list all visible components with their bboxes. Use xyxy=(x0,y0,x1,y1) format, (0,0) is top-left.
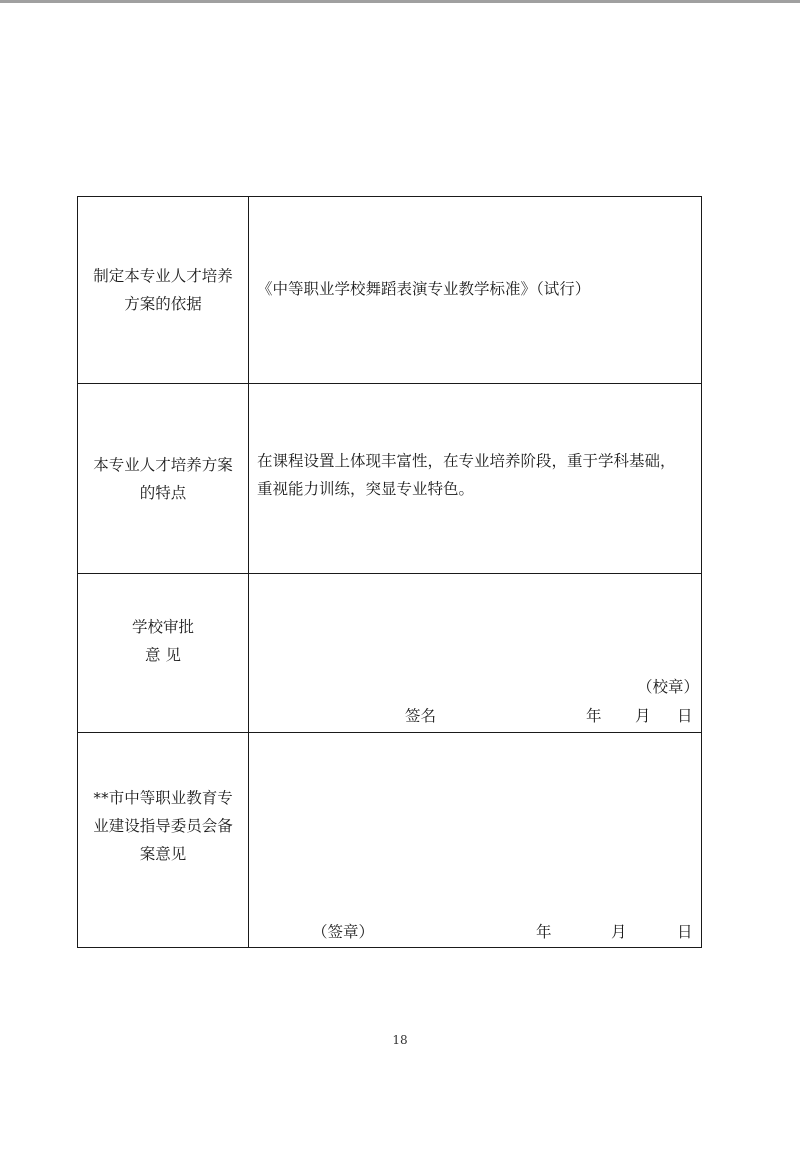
approval-form-table xyxy=(77,196,702,948)
label-line: 业建设指导委员会备 xyxy=(93,817,233,835)
signature-label: 签名 xyxy=(405,707,437,725)
label-line: 本专业人才培养方案 xyxy=(93,455,233,474)
month-label: 月 xyxy=(611,923,627,941)
label-line: 意 见 xyxy=(145,646,181,664)
label-line: 制定本专业人才培养 xyxy=(93,267,233,285)
content-cell-school-approval xyxy=(249,574,702,733)
committee-seal-label: （签章） xyxy=(312,923,375,941)
label-cell-basis xyxy=(78,197,249,384)
content-cell-features xyxy=(249,384,702,574)
table-row-school-approval xyxy=(78,574,702,733)
label-cell-features xyxy=(78,384,249,574)
basis-text: 《中等职业学校舞蹈表演专业教学标准》（试行） xyxy=(257,280,591,298)
year-label: 年 xyxy=(586,707,602,725)
label-cell-committee-record xyxy=(78,733,249,948)
features-text-line: 重视能力训练，突显专业特色。 xyxy=(257,479,475,498)
table-row-basis xyxy=(78,197,702,384)
label-line: 方案的依据 xyxy=(124,295,202,313)
content-cell-basis xyxy=(249,197,702,384)
label-line: 的特点 xyxy=(139,483,187,502)
content-cell-committee-record xyxy=(249,733,702,948)
features-text-line: 在课程设置上体现丰富性，在专业培养阶段，重于学科基础， xyxy=(257,451,676,470)
label-line: 学校审批 xyxy=(131,618,194,636)
label-line: **市中等职业教育专 xyxy=(93,789,233,807)
table-row-features xyxy=(78,384,702,574)
label-cell-school-approval xyxy=(78,574,249,733)
year-label: 年 xyxy=(536,923,552,941)
day-label: 日 xyxy=(677,707,693,725)
page-number: 18 xyxy=(392,1033,408,1047)
day-label: 日 xyxy=(677,923,693,941)
month-label: 月 xyxy=(635,707,651,725)
label-line: 案意见 xyxy=(139,845,187,863)
school-seal-label: （校章） xyxy=(637,678,700,696)
top-rule xyxy=(0,0,800,3)
table-row-committee-record xyxy=(78,733,702,948)
